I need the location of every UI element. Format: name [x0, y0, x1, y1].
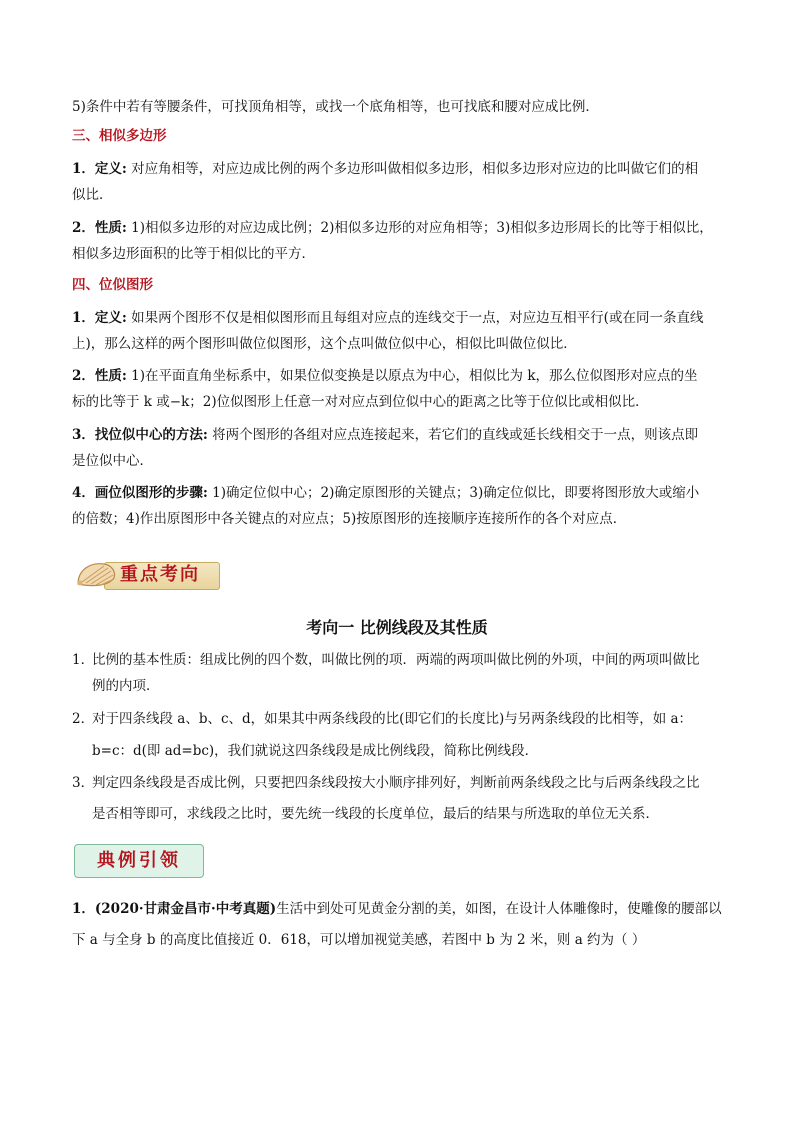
definition-text: 如果两个图形不仅是相似图形而且每组对应点的连线交于一点，对应边互相平行(或在同一条直线 [126, 310, 704, 326]
steps-label: 4．画位似图形的步骤: [72, 485, 208, 501]
homothetic-definition [72, 308, 703, 328]
homothetic-property-cont: 标的比等于 k 或−k；2)位似图形上任意一对对应点到位似中心的距离之比等于位似比或相似比． [72, 394, 649, 410]
condition-note: 5)条件中若有等腰条件，可找顶角相等，或找一个底角相等，也可找底和腰对应成比例． [72, 99, 599, 115]
point-number-3: 3． [72, 775, 95, 791]
proportion-judgement-cont: 是否相等即可，求线段之比时，要先统一线段的长度单位，最后的结果与所选取的单位无关系． [92, 806, 659, 822]
proportion-basic-property-cont: 例的内项． [92, 678, 160, 694]
find-center-method-cont: 是位似中心． [72, 453, 153, 469]
section-title-homothetic: 四、位似图形 [72, 277, 153, 293]
steps-text: 1)确定位似中心；2)确定原图形的关键点；3)确定位似比，即要将图形放大或缩小 [207, 485, 700, 501]
proportional-segments-definition: 对于四条线段 a、b、c、d，如果其中两条线段的比(即它们的长度比)与另两条线段的比相等，如 a： [92, 711, 693, 727]
question-1-cont: 下 a 与全身 b 的高度比值接近 0．618，可以增加视觉美感，若图中 b 为 2 米，则 a 约为（ ） [72, 932, 646, 948]
similar-polygon-definition [72, 159, 698, 179]
similar-polygon-definition-cont: 似比． [72, 187, 113, 203]
definition-label: 1．定义: [72, 310, 127, 326]
similar-polygon-property [72, 218, 713, 238]
homothetic-property [72, 366, 698, 386]
property-text: 1)相似多边形的对应边成比例；2)相似多边形的对应角相等；3)相似多边形周长的比等于相似比， [126, 220, 713, 236]
seashell-icon [74, 558, 118, 590]
example-banner [74, 844, 204, 878]
drawing-steps [72, 483, 699, 503]
proportion-judgement: 判定四条线段是否成比例，只要把四条线段按大小顺序排列好，判断前两条线段之比与后两条线段之比 [92, 775, 700, 791]
question-1 [72, 899, 722, 919]
point-number-1: 1． [72, 652, 95, 668]
banner-title: 重点考向 [120, 564, 200, 585]
method-label: 3．找位似中心的方法: [72, 427, 208, 443]
topic-heading: 考向一 比例线段及其性质 [306, 618, 488, 637]
similar-polygon-property-cont: 相似多边形面积的比等于相似比的平方． [72, 246, 315, 262]
method-text: 将两个图形的各组对应点连接起来，若它们的直线或延长线相交于一点，则该点即 [207, 427, 699, 443]
definition-text: 对应角相等，对应边成比例的两个多边形叫做相似多边形，相似多边形对应边的比叫做它们的相 [126, 161, 699, 177]
property-text: 1)在平面直角坐标系中，如果位似变换是以原点为中心，相似比为 k，那么位似图形对应点的坐 [126, 368, 698, 384]
question-text: 生活中到处可见黄金分割的美，如图，在设计人体雕像时，使雕像的腰部以 [276, 901, 722, 917]
proportional-segments-definition-cont: b=c：d(即 ad=bc)，我们就说这四条线段是成比例线段，简称比例线段． [92, 743, 539, 759]
property-label: 2．性质: [72, 368, 127, 384]
drawing-steps-cont: 的倍数；4)作出原图形中各关键点的对应点；5)按原图形的连接顺序连接所作的各个对应点． [72, 511, 627, 527]
section-title-similar-polygons: 三、相似多边形 [72, 128, 167, 144]
find-center-method [72, 425, 698, 445]
definition-label: 1．定义: [72, 161, 127, 177]
example-banner-title: 典例引领 [97, 850, 181, 871]
homothetic-definition-cont: 上)，那么这样的两个图形叫做位似图形，这个点叫做位似中心，相似比叫做位似比． [72, 336, 577, 352]
point-number-2: 2． [72, 711, 95, 727]
proportion-basic-property: 比例的基本性质：组成比例的四个数，叫做比例的项．两端的两项叫做比例的外项，中间的两项叫做比 [92, 652, 700, 668]
key-topics-banner [74, 556, 218, 592]
property-label: 2．性质: [72, 220, 127, 236]
question-source-label: 1．(2020·甘肃金昌市·中考真题) [72, 901, 277, 917]
